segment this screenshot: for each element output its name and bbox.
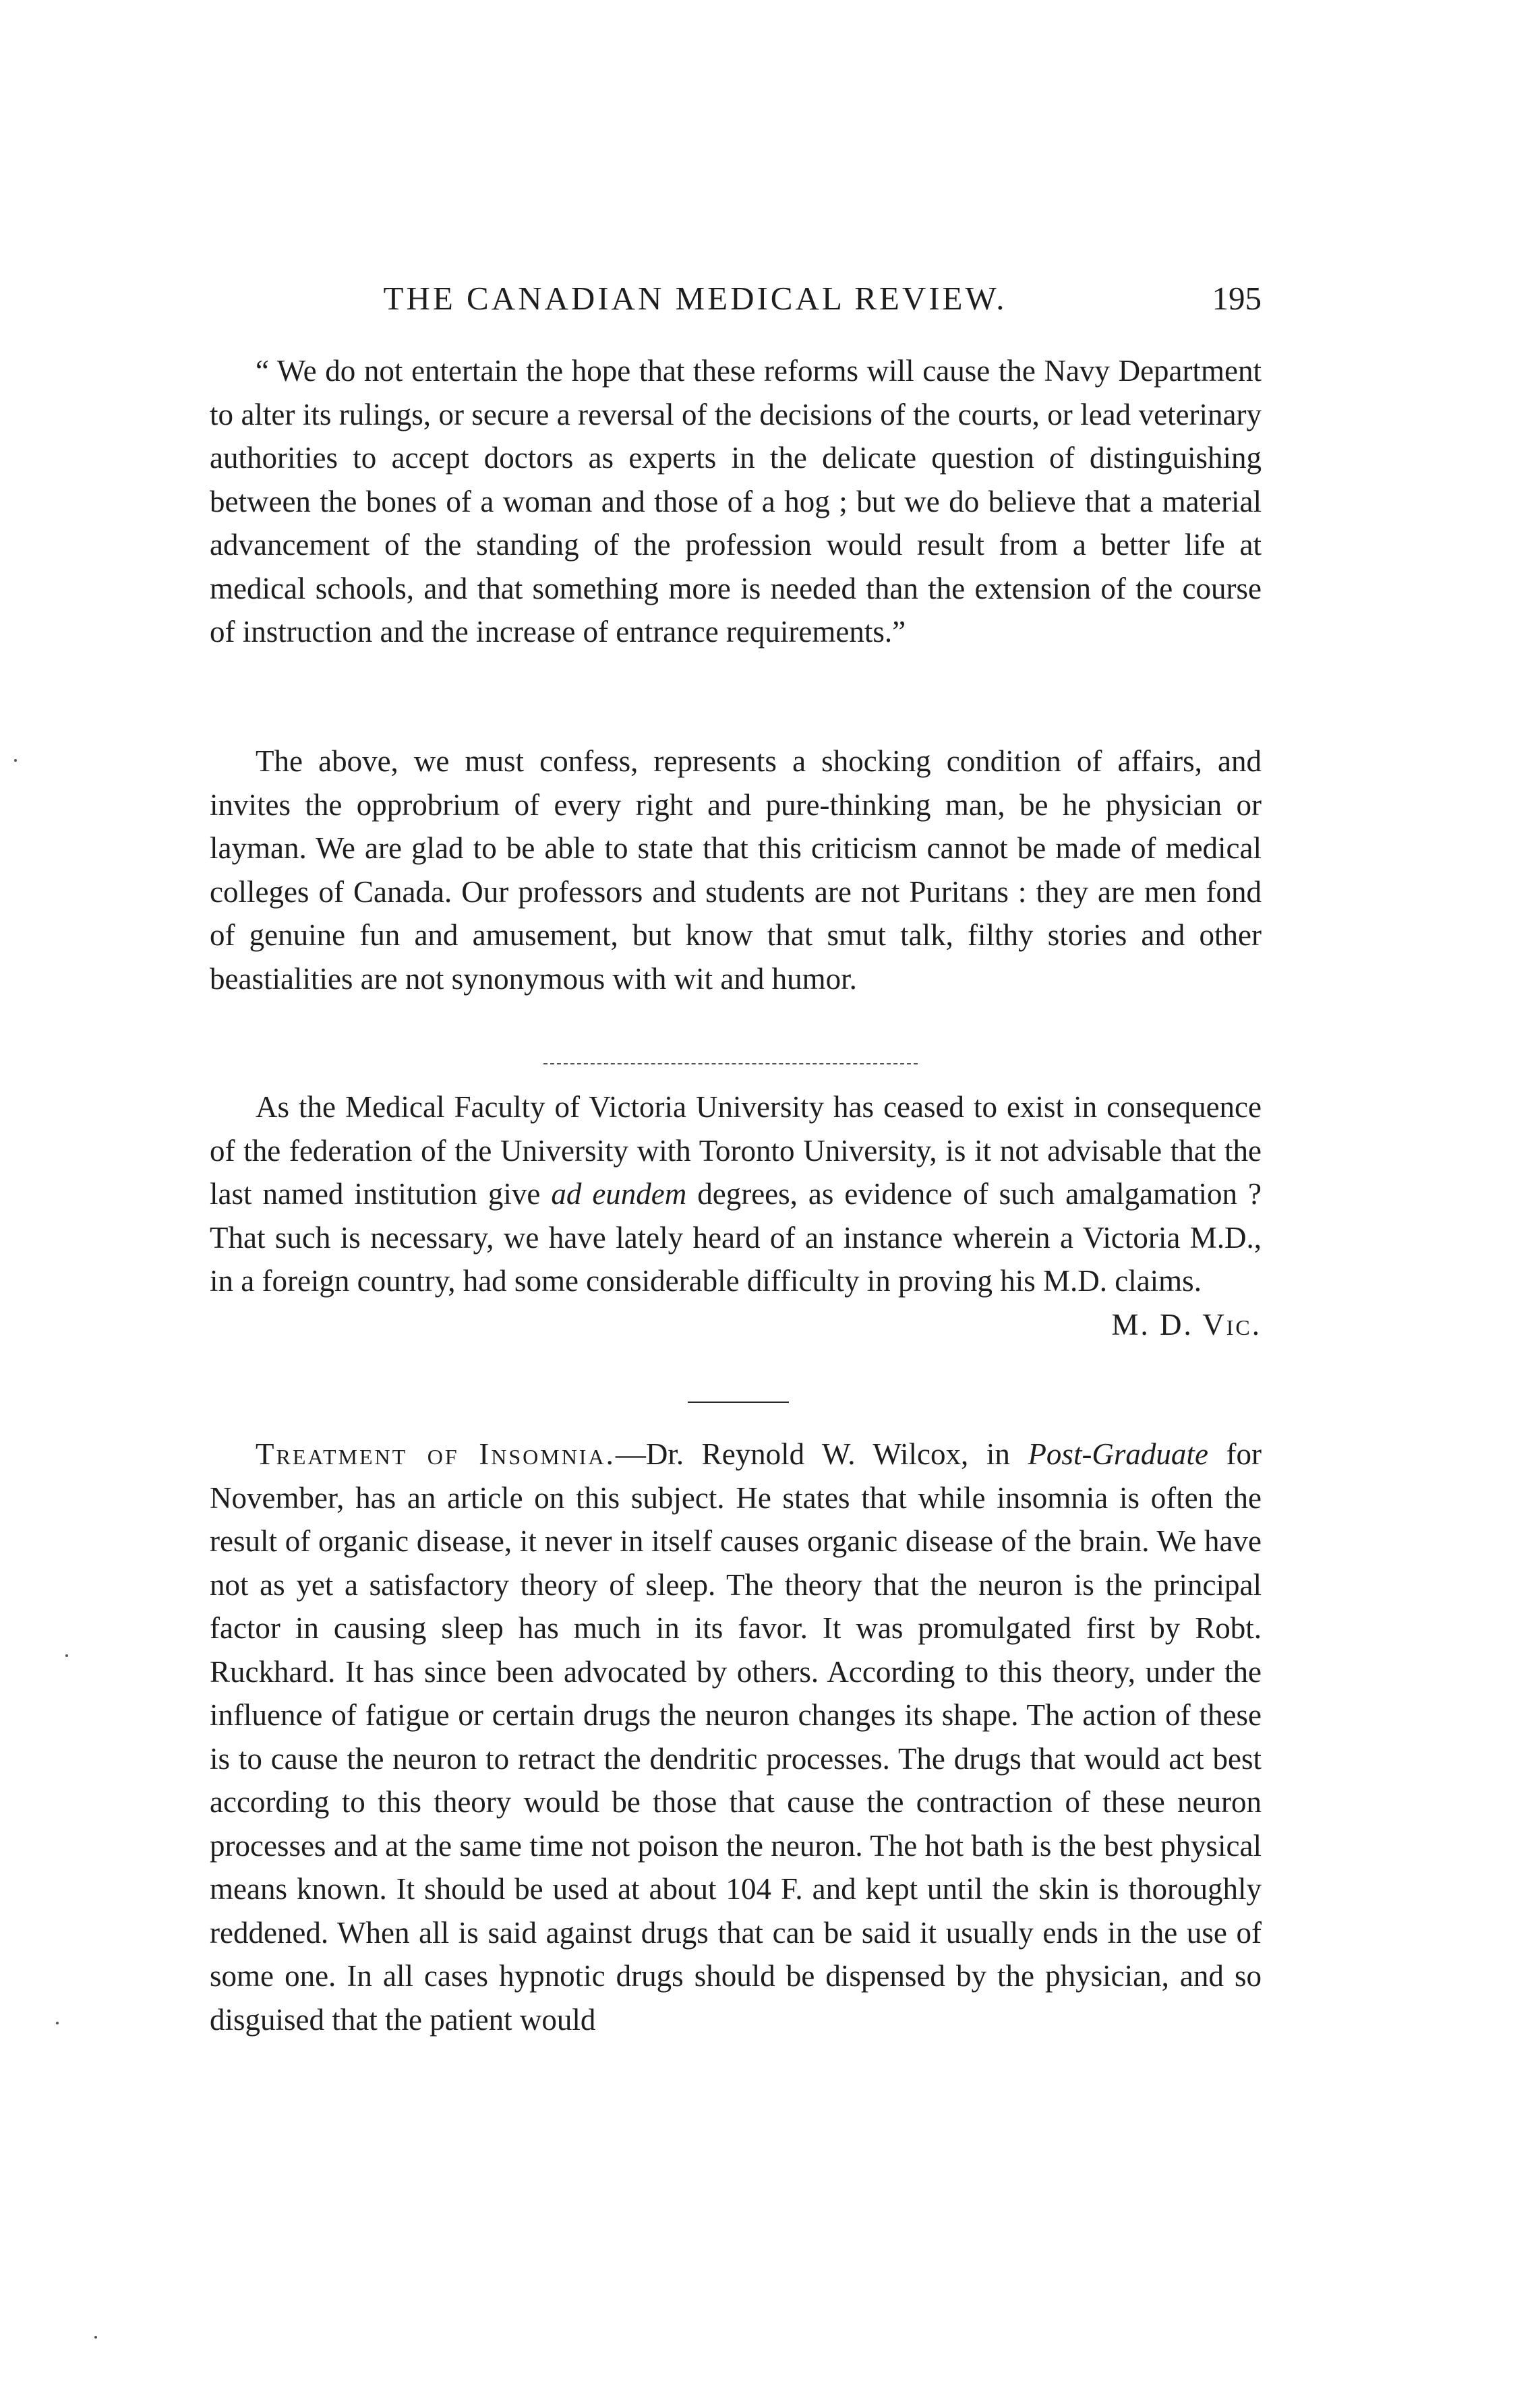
quoted-paragraph <box>210 349 1262 654</box>
journal-name: Post-Graduate <box>1028 1437 1208 1471</box>
margin-speck <box>14 759 17 762</box>
margin-speck <box>65 1654 68 1657</box>
quote-text: “ We do not entertain the hope that these reforms will cause the Navy Department to alter its rulings, or secure a reversal of the decisions of the courts, or lead veterinary authorities to accept doctors as experts in the delicate question of distinguishing between the bones of a woman and those of a hog ; but we do believe that a material advancement of the standing of the profession would result from a better life at medical schools, and that something more is needed than the extension of the course of instruction and the increase of entrance requirements.” <box>210 354 1262 649</box>
insomnia-text <box>210 1433 1262 2041</box>
editorial-text: The above, we must confess, represents a shocking condition of affairs, and invites the opprobrium of every right and pure-thinking man, be he physician or layman. We are glad to be able to state that this criticism cannot be made of medical colleges of Canada. Our professors and students are not Puritans : they are men fond of genuine fun and amusement, but know that smut talk, filthy stories and other beastialities are not synonymous with wit and humor. <box>210 744 1262 996</box>
latin-phrase: ad eundem <box>551 1177 687 1211</box>
section-divider <box>543 1063 918 1064</box>
short-divider <box>688 1402 789 1403</box>
article-heading: Treatment of Insomnia. <box>256 1437 616 1471</box>
article-byline: —Dr. Reynold W. Wilcox, in <box>615 1437 1028 1471</box>
victoria-note <box>210 1085 1262 1346</box>
margin-speck <box>94 2336 97 2339</box>
signature: M. D. Vic. <box>1111 1307 1262 1342</box>
page-header <box>210 275 1262 322</box>
victoria-note-text <box>210 1085 1262 1342</box>
editorial-paragraph <box>210 740 1262 1000</box>
article-body: for November, has an article on this subject. He states that while insomnia is often the result of organic disease, it never in itself causes organic disease of the brain. We have not as yet a satisfactory theory of sleep. The theory that the neuron is the principal factor in causing sleep has much in its favor. It was promulgated first by Robt. Ruckhard. It has since been advocated by others. According to this theory, under the influence of fatigue or certain drugs the neuron changes its shape. The action of these is to cause the neuron to retract the dendritic processes. The drugs that would act best according to this theory would be those that cause the contraction of these neuron processes and at the same time not poison the neuron. The hot bath is the best physical means known. It should be used at about 104 F. and kept until the skin is thoroughly reddened. When all is said against drugs that can be said it usually ends in the use of some one. In all cases hypnotic drugs should be dispensed by the physician, and so disguised that the patient would <box>210 1437 1262 2037</box>
margin-speck <box>56 2022 59 2024</box>
page-number: 195 <box>1212 280 1262 317</box>
insomnia-article <box>210 1433 1262 2041</box>
victoria-text-before: As the Medical Faculty of Victoria University has ceased to exist in consequence of the federation of the University with Toronto University, is it not advisable that the last named institution give <box>210 1090 1262 1211</box>
running-title: THE CANADIAN MEDICAL REVIEW. <box>383 280 1007 317</box>
victoria-text-after: degrees, as evidence of such amalgamation ? That such is necessary, we have lately heard of an instance wherein a Victoria M.D., in a foreign country, had some considerable difficulty in proving his M.D. claims. <box>210 1177 1262 1298</box>
